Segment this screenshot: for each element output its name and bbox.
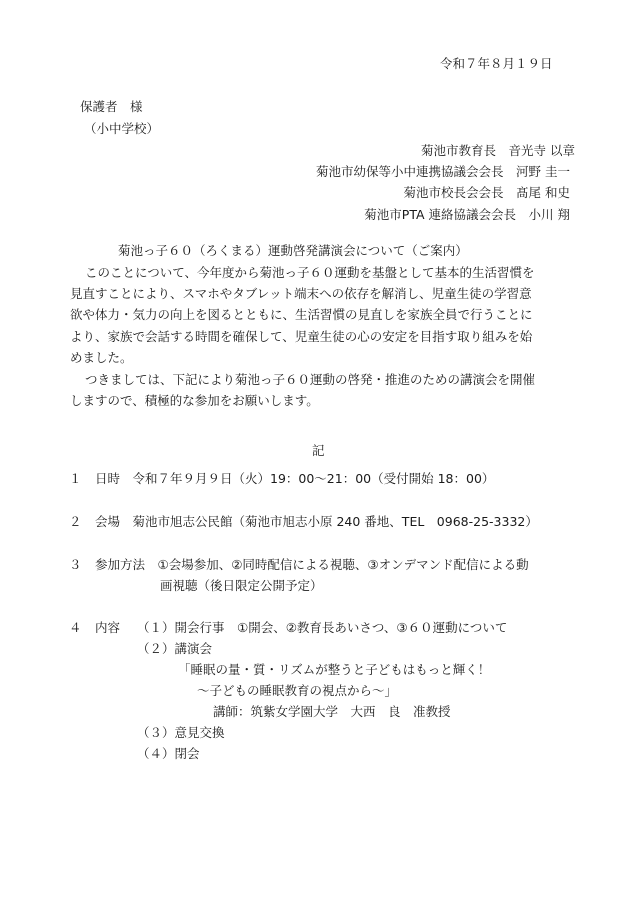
content-subitem: （１）開会行事 ①開会、②教育長あいさつ、③６０運動について (137, 620, 508, 635)
sender-line: 菊池市PTA 連絡協議会会長 小川 翔 (364, 207, 570, 222)
content-subitem: （３）意見交換 (137, 725, 225, 740)
intro-paragraph (70, 262, 582, 283)
intro-paragraph-cont (70, 283, 582, 368)
sender-line: 菊池市幼保等小中連携協議会会長 河野 圭一 (316, 164, 570, 179)
lecture-subtitle: ～子どもの睡眠教育の視点から～」 (197, 683, 398, 698)
request-paragraph-cont (70, 390, 582, 411)
paragraph-line: 欲や体力・気力の向上を図るとともに、生活習慣の見直しを家族全員で行うことに (70, 307, 533, 323)
item-number: ４ (69, 620, 82, 635)
item-number: １ (69, 471, 82, 486)
document-title: 菊池っ子６０（ろくまる）運動啓発講演会について（ご案内） (118, 243, 468, 258)
paragraph-line: めました。 (70, 349, 133, 365)
ki-heading: 記 (312, 443, 325, 458)
item-participation-cont: 画視聴（後日限定公開予定） (160, 578, 323, 593)
sender-line: 菊池市校長会会長 髙尾 和史 (403, 185, 570, 200)
item-number: ２ (69, 514, 82, 529)
request-paragraph (70, 369, 582, 390)
paragraph-line: このことについて、今年度から菊池っ子６０運動を基盤として基本的生活習慣を (85, 265, 535, 280)
item-number: ３ (69, 557, 82, 572)
item-content-label: 内容 (95, 620, 121, 635)
recipient: 保護者 様 (80, 99, 143, 114)
item-venue: 会場 菊池市旭志公民館（菊池市旭志小原 240 番地、TEL 0968-25-3332） (95, 514, 538, 529)
document-date: 令和７年８月１９日 (440, 56, 553, 71)
paragraph-line: つきましては、下記により菊池っ子６０運動の啓発・推進のための講演会を開催 (85, 372, 536, 387)
paragraph-line: しますので、積極的な参加をお願いします。 (70, 393, 319, 408)
item-datetime: 日時 令和７年９月９日（火）19：00～21：00（受付開始 18：00） (95, 471, 495, 486)
recipient-sub: （小中学校） (84, 121, 160, 136)
lecture-title: 「睡眠の量・質・リズムが整うと子どもはもっと輝く！ (178, 662, 491, 677)
content-subitem: （４）閉会 (137, 746, 200, 761)
lecturer: 講師：筑紫女学園大学 大西 良 准教授 (213, 704, 451, 719)
paragraph-line: より、家族で会話する時間を確保して、児童生徒の心の安定を目指す取り組みを始 (70, 328, 533, 344)
content-subitem: （２）講演会 (137, 641, 213, 656)
item-participation: 参加方法 ①会場参加、②同時配信による視聴、③オンデマンド配信による動 (95, 557, 529, 572)
paragraph-line: 見直すことにより、スマホやタブレット端末への依存を解消し、児童生徒の学習意 (70, 286, 532, 301)
sender-line: 菊池市教育長 音光寺 以章 (421, 143, 575, 158)
